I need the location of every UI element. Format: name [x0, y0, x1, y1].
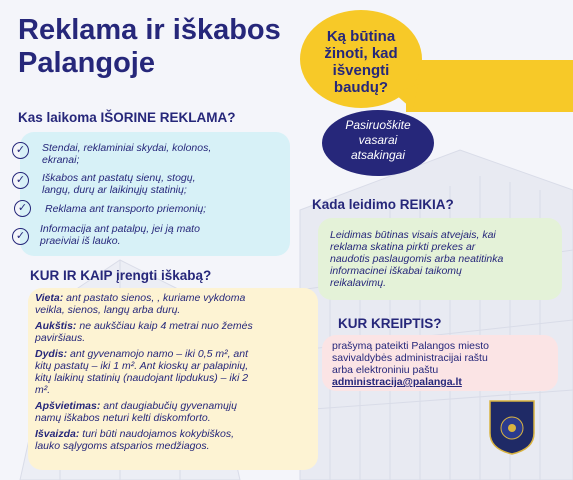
dydis-text: kitų laikinų statinių (naudojant lipdukus) – iki 2	[35, 372, 249, 384]
list-item	[42, 172, 312, 196]
permit-line: reikalavimų.	[330, 277, 387, 289]
speech-bubble-text	[305, 28, 417, 96]
aukstis-label: Aukštis:	[35, 320, 77, 332]
vieta-text: ant pastato sienos, , kuriame vykdoma	[63, 292, 246, 304]
apsvietimas-block	[35, 400, 315, 424]
list-item-text: ekranai;	[42, 154, 80, 166]
bubble-line: baudų?	[333, 79, 389, 96]
section-heading-contact: KUR KREIPTIS?	[338, 316, 442, 331]
list-item-text: Stendai, reklaminiai skydai, kolonos,	[42, 142, 212, 154]
dydis-text: kitų pastatų – iki 1 m². Ant kioskų ar palapinių,	[35, 360, 249, 372]
section-heading-permit: Kada leidimo REIKIA?	[312, 197, 454, 212]
list-item	[40, 223, 310, 247]
apsvietimas-text: ant daugiabučių gyvenamųjų	[100, 400, 237, 412]
bubble-line: žinoti, kad	[324, 45, 398, 62]
yellow-accent-bar	[406, 60, 573, 112]
list-item-text: praeiviai iš lauko.	[40, 235, 121, 247]
contact-line: savivaldybės administracijai raštu	[332, 352, 488, 364]
list-item-text: langų, durų ar laikinųjų statinių;	[42, 184, 187, 196]
contact-text	[332, 340, 554, 388]
apsvietimas-text: namų iškabos neturi kelti diskomforto.	[35, 412, 211, 424]
dydis-label: Dydis:	[35, 348, 68, 360]
vieta-text: veikla, sienos, langų arba durų.	[35, 304, 181, 316]
email-link[interactable]: administracija@palanga.lt	[332, 376, 462, 388]
aukstis-text: paviršiaus.	[35, 332, 86, 344]
aukstis-text: ne aukščiau kaip 4 metrai nuo žemės	[76, 320, 253, 332]
bubble-line: išvengti	[332, 62, 390, 79]
dydis-text: m².	[35, 384, 51, 396]
dydis-block	[35, 348, 315, 396]
isvaizda-label: Išvaizda:	[35, 428, 80, 440]
permit-line: Leidimas būtinas visais atvejais, kai	[330, 229, 496, 241]
check-icon: ✓	[12, 172, 29, 189]
municipality-logo	[488, 395, 536, 455]
oval-line: vasarai	[358, 133, 398, 147]
apsvietimas-label: Apšvietimas:	[35, 400, 101, 412]
list-item	[45, 203, 315, 215]
title-line-2: Palangoje	[18, 47, 155, 79]
where-how-text	[35, 292, 315, 452]
oval-line: atsakingai	[350, 148, 406, 162]
vieta-label: Vieta:	[35, 292, 64, 304]
contact-line: prašymą pateikti Palangos miesto	[332, 340, 489, 352]
bubble-line: Ką būtina	[326, 28, 396, 45]
isvaizda-text: turi būti naudojamos kokybiškos,	[79, 428, 235, 440]
page-title	[18, 14, 318, 80]
permit-text	[330, 229, 558, 289]
check-icon: ✓	[12, 142, 29, 159]
check-icon: ✓	[12, 228, 29, 245]
list-item	[42, 142, 312, 166]
list-item-text: Reklama ant transporto priemonių;	[45, 203, 207, 215]
section-heading-advertising: Kas laikoma IŠORINE REKLAMA?	[18, 110, 236, 125]
check-icon: ✓	[14, 200, 31, 217]
permit-line: reklama skatina pirkti prekes ar	[330, 241, 476, 253]
contact-line: arba elektroniniu paštu	[332, 364, 439, 376]
title-line-1: Reklama ir iškabos	[18, 14, 281, 46]
isvaizda-text: lauko sąlygoms atsparios medžiagos.	[35, 440, 210, 452]
isvaizda-block	[35, 428, 315, 452]
section-heading-where-how: KUR IR KAIP įrengti iškabą?	[30, 268, 212, 283]
aukstis-block	[35, 320, 315, 344]
oval-line: Pasiruoškite	[345, 118, 411, 132]
permit-line: informacinei iškabai taikomų	[330, 265, 462, 277]
permit-line: naudotis paslaugomis arba neatitinka	[330, 253, 504, 265]
list-item-text: Iškabos ant pastatų sienų, stogų,	[42, 172, 196, 184]
dydis-text: ant gyvenamojo namo – iki 0,5 m², ant	[67, 348, 249, 360]
callout-oval-text	[322, 118, 434, 163]
vieta-block	[35, 292, 315, 316]
list-item-text: Informacija ant patalpų, jei ją mato	[40, 223, 200, 235]
